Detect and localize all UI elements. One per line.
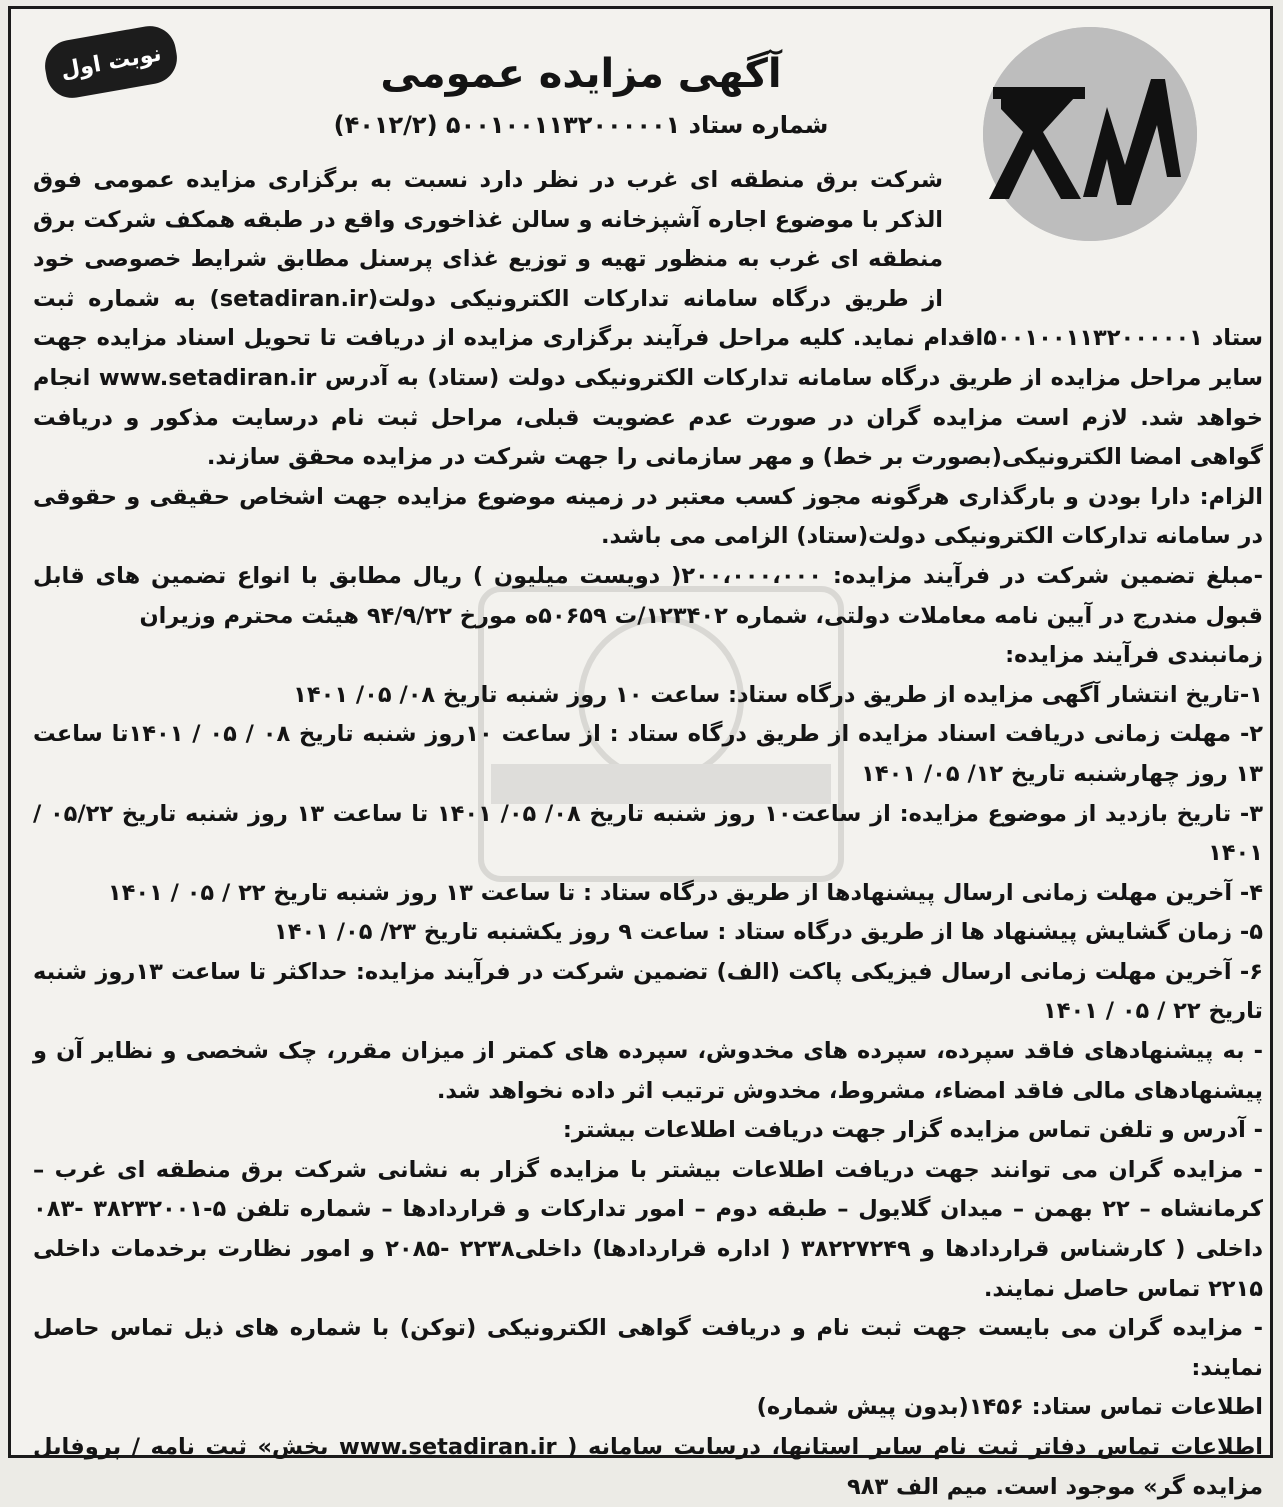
intro-paragraph: شرکت برق منطقه ای غرب در نظر دارد نسبت به برگزاری مزایده عمومی فوق الذکر با موضوع اجاره آشپزخانه و سالن غذاخوری واقع در طبقه همکف شرکت برق منطقه ای غرب به منظور تهیه و توزیع غذای پرسنل مطابق شرایط خصوصی خود از طریق درگاه سامانه تدارکات الکترونیکی دولت(setadiran.ir) به شماره ثبت ستاد ۵۰۰۱۰۰۱۱۳۲۰۰۰۰۰۱اقدام نماید. کلیه مراحل فرآیند برگزاری مزایده از دریافت تا تحویل اسناد مزایده جهت سایر مراحل مزایده از طریق درگاه سامانه تدارکات الکترونیکی دولت (ستاد) به آدرس www.setadiran.ir انجام خواهد شد. لازم است مزایده گران در صورت عدم عضویت قبلی، مراحل ثبت نام درسایت مذکور و دریافت گواهی امضا الکترونیکی(بصورت بر خط) و مهر سازمانی را جهت شرکت در مزایده محقق سازند. bbox=[33, 167, 1264, 471]
first-publication-badge: نوبت اول bbox=[41, 22, 181, 102]
advertisement-page bbox=[8, 6, 1273, 1500]
setad-contact: اطلاعات تماس ستاد: ۱۴۵۶(بدون پیش شماره) bbox=[756, 1394, 1263, 1421]
schedule-item-3: ۳- تاریخ بازدید از موضوع مزایده: از ساعت۱۰ روز شنبه تاریخ ۰۸/ ۰۵/ ۱۴۰۱ تا ساعت ۱۳ روز شنبه تاریخ ۰۵/۲۲ / ۱۴۰۱ bbox=[33, 800, 1263, 867]
schedule-item-1: ۱-تاریخ انتشار آگهی مزایده از طریق درگاه ستاد: ساعت ۱۰ روز شنبه تاریخ ۰۸/ ۰۵/ ۱۴۰۱ bbox=[293, 681, 1263, 708]
schedule-item-2: ۲- مهلت زمانی دریافت اسناد مزایده از طریق درگاه ستاد : از ساعت ۱۰روز شنبه تاریخ ۰۸ / ۰۵ / ۱۴۰۱تا ساعت ۱۳ روز چهارشنبه تاریخ ۱۲/ ۰۵/ ۱۴۰۱ bbox=[33, 721, 1264, 787]
schedule-item-6: ۶- آخرین مهلت زمانی ارسال فیزیکی پاکت (الف) تضمین شرکت در فرآیند مزایده: حداکثر تا ساعت ۱۳روز شنبه تاریخ ۲۲ / ۰۵ / ۱۴۰۱ bbox=[33, 958, 1263, 1025]
guarantee-paragraph: -مبلغ تضمین شرکت در فرآیند مزایده: ۲۰۰،۰۰۰،۰۰۰( دویست میلیون ) ریال مطابق با انواع تضمین های قابل قبول مندرج در آیین نامه معاملات دولتی، شماره ۱۲۳۴۰۲/ت ۵۰۶۵۹ه مورخ ۹۴/۹/۲۲ هیئت محترم وزیران bbox=[33, 562, 1263, 629]
contact-address: - مزایده گران می توانند جهت دریافت اطلاعات بیشتر با مزایده گزار به نشانی شرکت برق منطقه ای غرب – کرمانشاه – ۲۲ بهمن – میدان گلایول – طبقه دوم – امور تدارکات و قراردادها – شماره تلفن ۵-۳۸۲۳۲۰۰۱ -۰۸۳ داخلی ( کارشناس قراردادها و ۳۸۲۲۷۲۴۹ ( اداره قراردادها) داخلی۲۲۳۸ -۲۰۸۵ و امور نظارت برخدمات داخلی ۲۲۱۵ تماس حاصل نمایند. bbox=[33, 1156, 1264, 1302]
auction-number: شماره ستاد ۵۰۰۱۰۰۱۱۳۲۰۰۰۰۰۱ (۴۰۱۲/۲) bbox=[333, 111, 829, 139]
page-title: آگهی مزایده عمومی bbox=[380, 51, 782, 97]
schedule-item-4: ۴- آخرین مهلت زمانی ارسال پیشنهادها از طریق درگاه ستاد : تا ساعت ۱۳ روز شنبه تاریخ ۲۲ / ۰۵ / ۱۴۰۱ bbox=[107, 879, 1263, 906]
schedule-heading: زمانبندی فرآیند مزایده: bbox=[1005, 642, 1263, 669]
advertisement-body bbox=[33, 161, 1264, 1500]
provinces-contact: اطلاعات تماس دفاتر ثبت نام سایر استانها، درسایت سامانه ( www.setadiran.ir بخش» ثبت نامه / پروفایل مزایده گر» موجود است. میم الف ۹۸۳ bbox=[33, 1434, 1263, 1500]
schedule-item-5: ۵- زمان گشایش پیشنهاد ها از طریق درگاه ستاد : ساعت ۹ روز یکشنبه تاریخ ۲۳/ ۰۵/ ۱۴۰۱ bbox=[274, 919, 1263, 946]
rejection-note: - به پیشنهادهای فاقد سپرده، سپرده های مخدوش، سپرده های کمتر از میزان مقرر، چک شخصی و نظایر آن و پیشنهادهای مالی فاقد امضاء، مشروط، مخدوش ترتیب اثر داده نخواهد شد. bbox=[33, 1038, 1263, 1104]
token-note: - مزایده گران می بایست جهت ثبت نام و دریافت گواهی الکترونیکی (توکن) با شماره های ذیل تماس حاصل نمایند: bbox=[33, 1315, 1263, 1381]
contact-heading: - آدرس و تلفن تماس مزایده گزار جهت دریافت اطلاعات بیشتر: bbox=[562, 1117, 1263, 1144]
requirement-paragraph: الزام: دارا بودن و بارگذاری هرگونه مجوز کسب معتبر در زمینه موضوع مزایده جهت اشخاص حقیقی و حقوقی در سامانه تدارکات الکترونیکی دولت(ستاد) الزامی می باشد. bbox=[33, 483, 1263, 550]
